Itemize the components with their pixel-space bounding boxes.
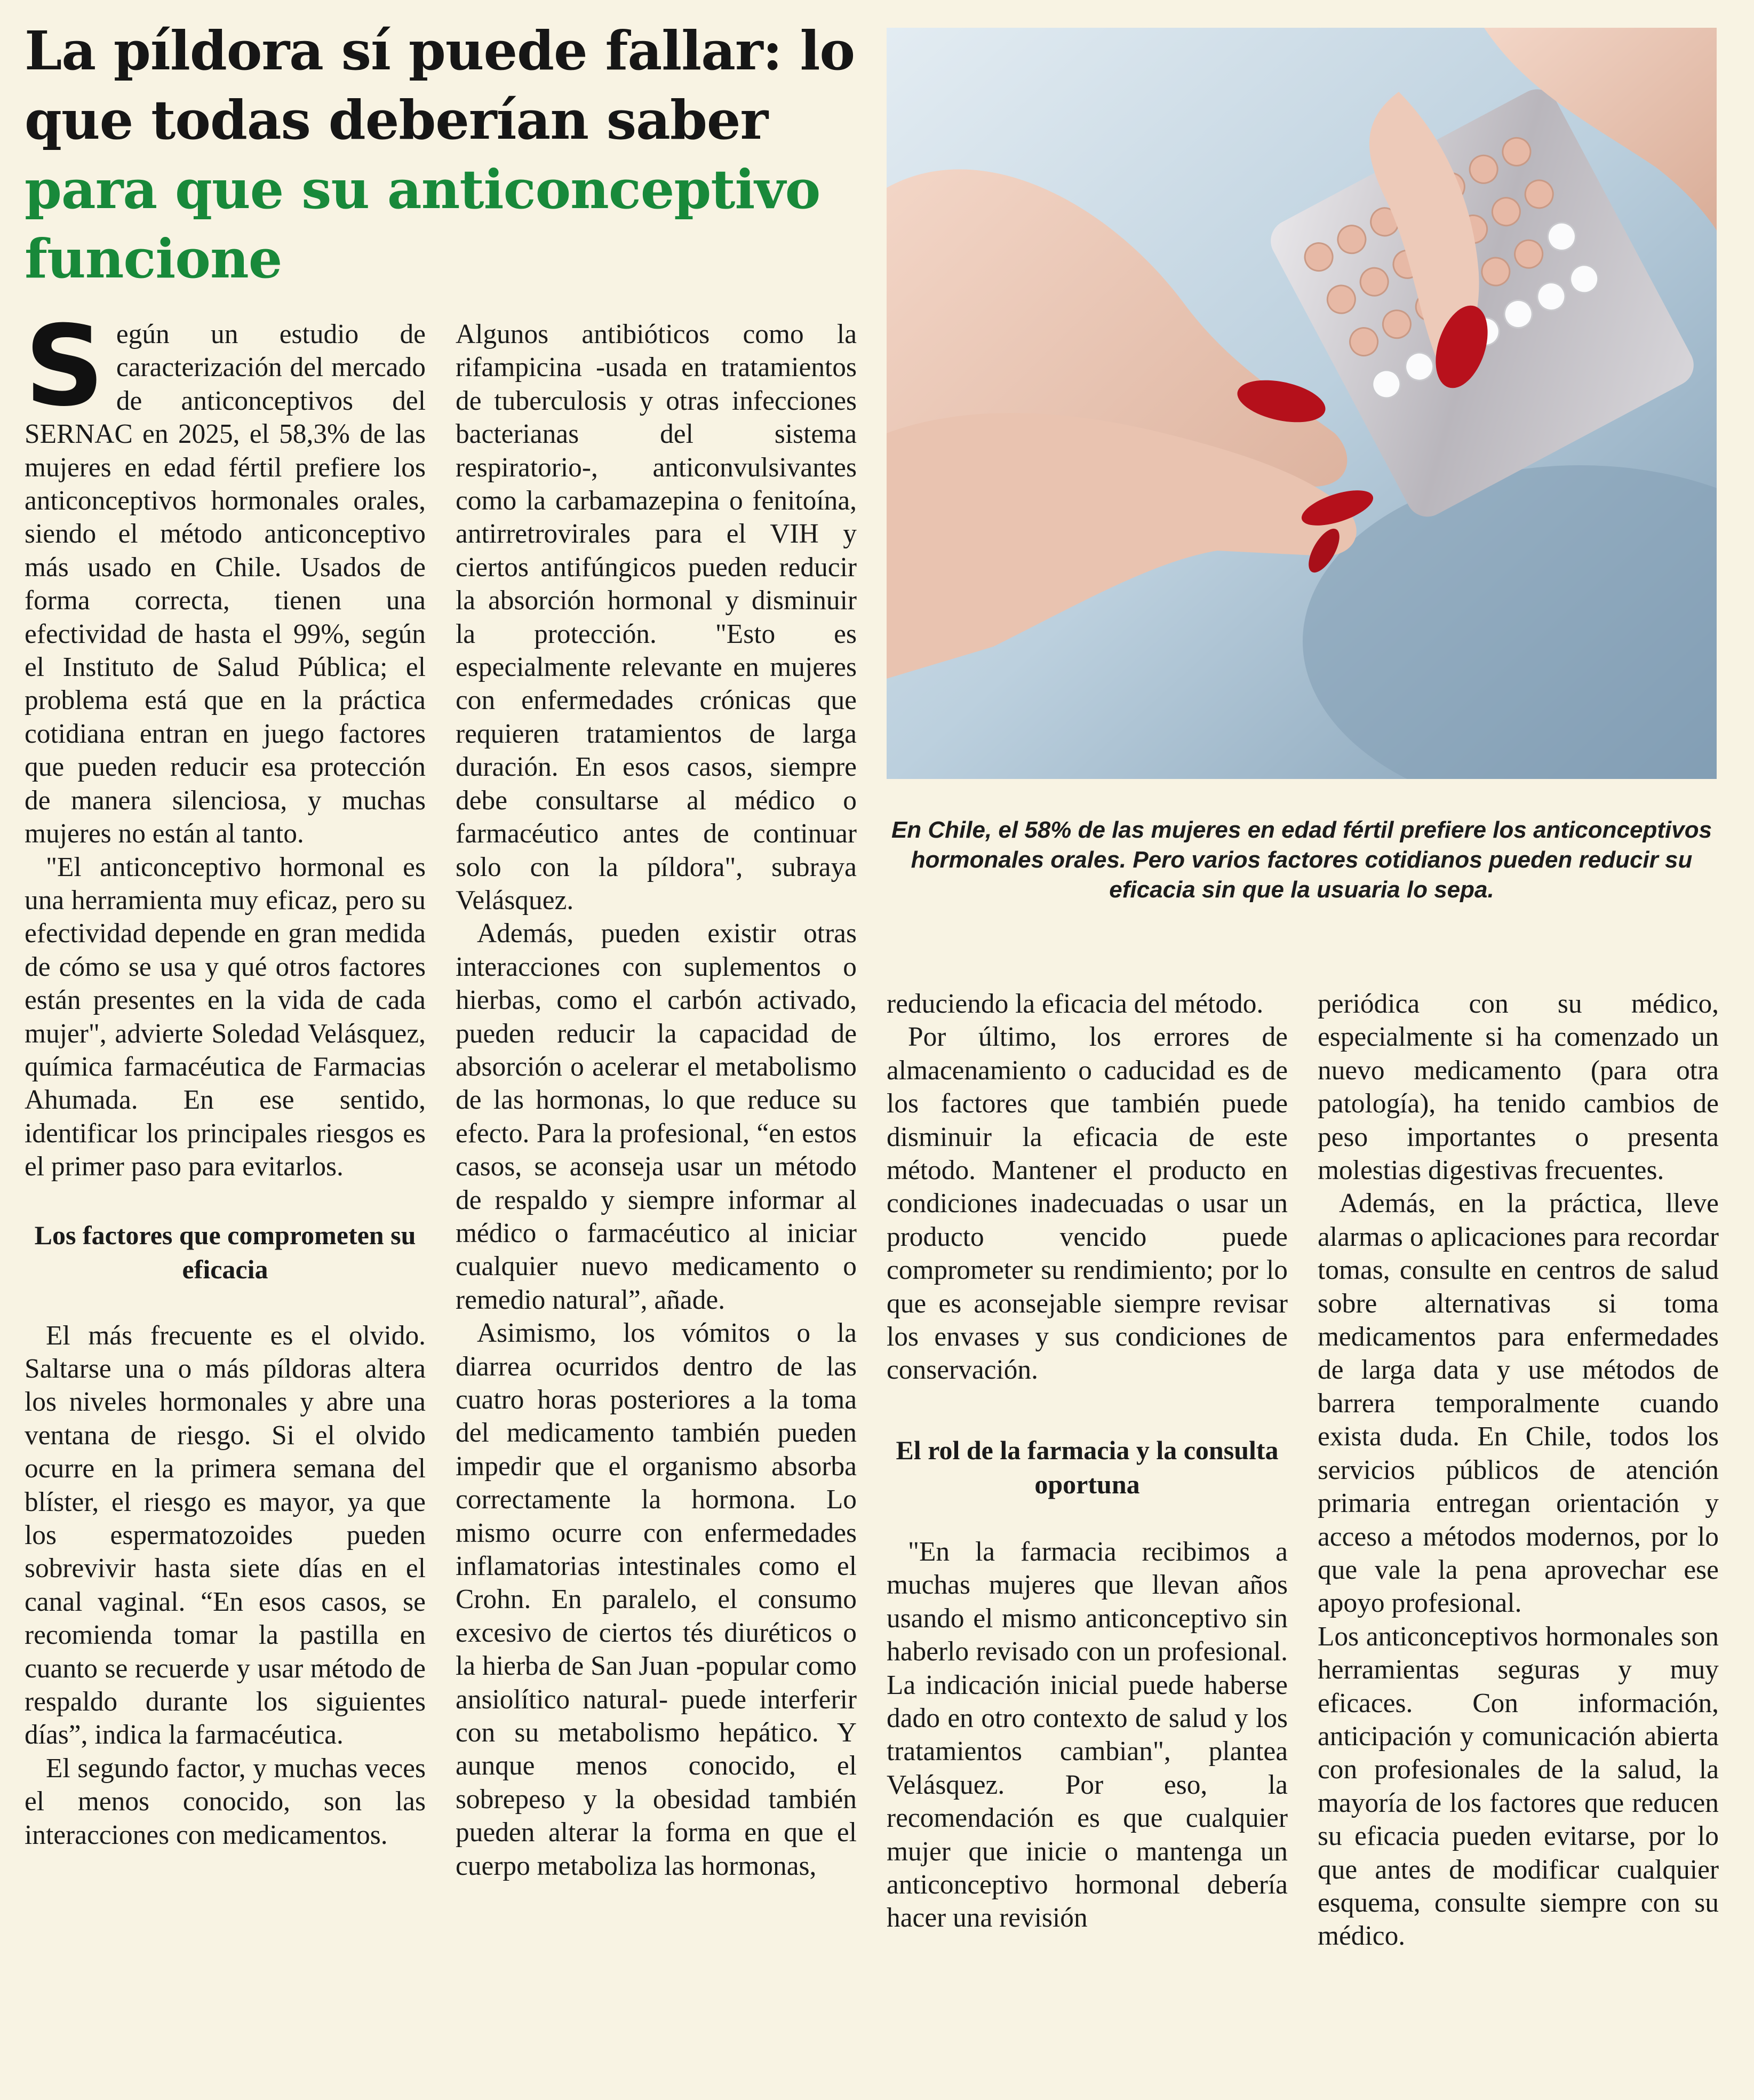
paragraph: El más frecuente es el olvido. Saltarse una o más píldoras altera los niveles hormonales y abre una ventana de riesgo. Si el olvido ocurre en la primera semana del blíster, el riesgo es mayor, ya que los espermatozoides pueden sobrevivir hasta siete días en el canal vaginal. “En esos casos, se recomienda tomar la pastilla en cuanto se recuerde y usar método de respaldo durante los siguientes días”, indica la farmacéutica. — [25, 1320, 426, 1751]
paragraph: periódica con su médico, especialmente si ha comenzado un nuevo medicamento (para otra patología), ha tenido cambios de peso importantes o presenta molestias digestivas frecuentes. — [1318, 989, 1719, 1186]
paragraph-intro-text: egún un estudio de caracterización del mercado de anticonceptivos del SERNAC en 2025, el 58,3% de las mujeres en edad fértil prefiere los anticonceptivos hormonales orales, siendo el método anticonceptivo más usado en Chile. Usados de forma correcta, tienen una efectividad de hasta el 99%, según el Instituto de Salud Pública; el problema está que en la práctica cotidiana entran en juego factores que pueden reducir esa protección de manera silenciosa, y muchas mujeres no están al tanto. — [25, 319, 426, 849]
paragraph: "El anticonceptivo hormonal es una herramienta muy eficaz, pero su efectividad depende en gran medida de cómo se usa y qué otros factores están presentes en la vida de cada mujer", advierte Soledad Velásquez, química farmacéutica de Farmacias Ahumada. En ese sentido, identificar los principales riesgos es el primer paso para evitarlos. — [25, 852, 426, 1182]
photo-caption: En Chile, el 58% de las mujeres en edad fértil prefiere los anticonceptivos hormonales orales. Pero varios factores cotidianos pueden reducir su eficacia sin que la usuaria lo sepa. — [891, 817, 1712, 903]
paragraph: Además, pueden existir otras interacciones con suplementos o hierbas, como el carbón activado, pueden reducir la capacidad de absorción o acelerar el metabolismo de las hormonas, lo que reduce su efecto. Para la profesional, “en estos casos, se aconseja usar un método de respaldo y siempre informar al médico o farmacéutico al iniciar cualquier nuevo medicamento o remedio natural”, añade. — [456, 918, 857, 1315]
paragraph: "En la farmacia recibimos a muchas mujeres que llevan años usando el mismo anticonceptivo sin haberlo revisado con un profesional. La indicación inicial puede haberse dado en otro contexto de salud y los tratamientos cambian", plantea Velásquez. Por eso, la recomendación es que cualquier mujer que inicie o mantenga un anticonceptivo hormonal debería hacer una revisión — [887, 1536, 1288, 1934]
column-2 — [456, 318, 857, 1883]
paragraph: Asimismo, los vómitos o la diarrea ocurridos dentro de las cuatro horas posteriores a la toma del medicamento también pueden impedir que el organismo absorba correctamente la hormona. Lo mismo ocurre con enfermedades inflamatorias intestinales como el Crohn. En paralelo, el consumo excesivo de ciertos tés diuréticos o la hierba de San Juan -popular como ansiolítico natural- puede interferir con su metabolismo hepático. Y aunque menos conocido, el sobrepeso y la obesidad también pueden alterar la forma en que el cuerpo metaboliza las hormonas, — [456, 1318, 857, 1881]
dropcap: S — [25, 302, 105, 431]
paragraph: Los anticonceptivos hormonales son herramientas seguras y muy eficaces. Con información, anticipación y comunicación abierta con profesionales de la salud, la mayoría de los factores que reducen su eficacia pueden evitarse, por lo que antes de modificar cualquier esquema, consulte siempre con su médico. — [1318, 1621, 1719, 1952]
column-4 — [1318, 988, 1719, 1953]
paragraph: Por último, los errores de almacenamiento o caducidad es de los factores que también puede disminuir la eficacia de este método. Mantener el producto en condiciones inadecuadas o usar un producto vencido puede comprometer su rendimiento; por lo que es aconsejable siempre revisar los envases y sus condiciones de conservación. — [887, 1022, 1288, 1386]
headline-green: para que su anticonceptivo funcione — [25, 158, 820, 290]
headline-black: La píldora sí puede fallar: lo que todas deberían saber — [25, 19, 855, 152]
paragraph-intro — [25, 302, 426, 851]
paragraph: Además, en la práctica, lleve alarmas o aplicaciones para recordar tomas, consulte en centros de salud sobre alternativas si toma medicamentos para enfermedades de larga data y use métodos de barrera temporalmente cuando exista duda. En Chile, todos los servicios públicos de atención primaria entregan orientación y acceso a métodos modernos, por lo que vale la pena aprovechar ese apoyo profesional. — [1318, 1188, 1719, 1619]
subheading-factores: Los factores que comprometen su eficacia — [34, 1220, 416, 1284]
article-photo — [887, 28, 1717, 779]
paragraph: El segundo factor, y muchas veces el menos conocido, son las interacciones con medicamentos. — [25, 1753, 426, 1850]
column-1 — [25, 302, 426, 1852]
photo-hands-pill-blister — [887, 28, 1717, 779]
headline — [25, 16, 857, 293]
subheading-farmacia: El rol de la farmacia y la consulta oportuna — [896, 1435, 1279, 1499]
paragraph: Algunos antibióticos como la rifampicina -usada en tratamientos de tuberculosis y otras infecciones bacterianas del sistema respiratorio-, anticonvulsivantes como la carbamazepina o fenitoína, antirretrovirales para el VIH y ciertos antifúngicos pueden reducir la absorción hormonal y disminuir la protección. "Esto es especialmente relevante en mujeres con enfermedades crónicas que requieren tratamientos de larga duración. En esos casos, siempre debe consultarse al médico o farmacéutico antes de continuar solo con la píldora", subraya Velásquez. — [456, 319, 857, 916]
paragraph: reduciendo la eficacia del método. — [887, 989, 1264, 1019]
column-3 — [887, 988, 1288, 1935]
